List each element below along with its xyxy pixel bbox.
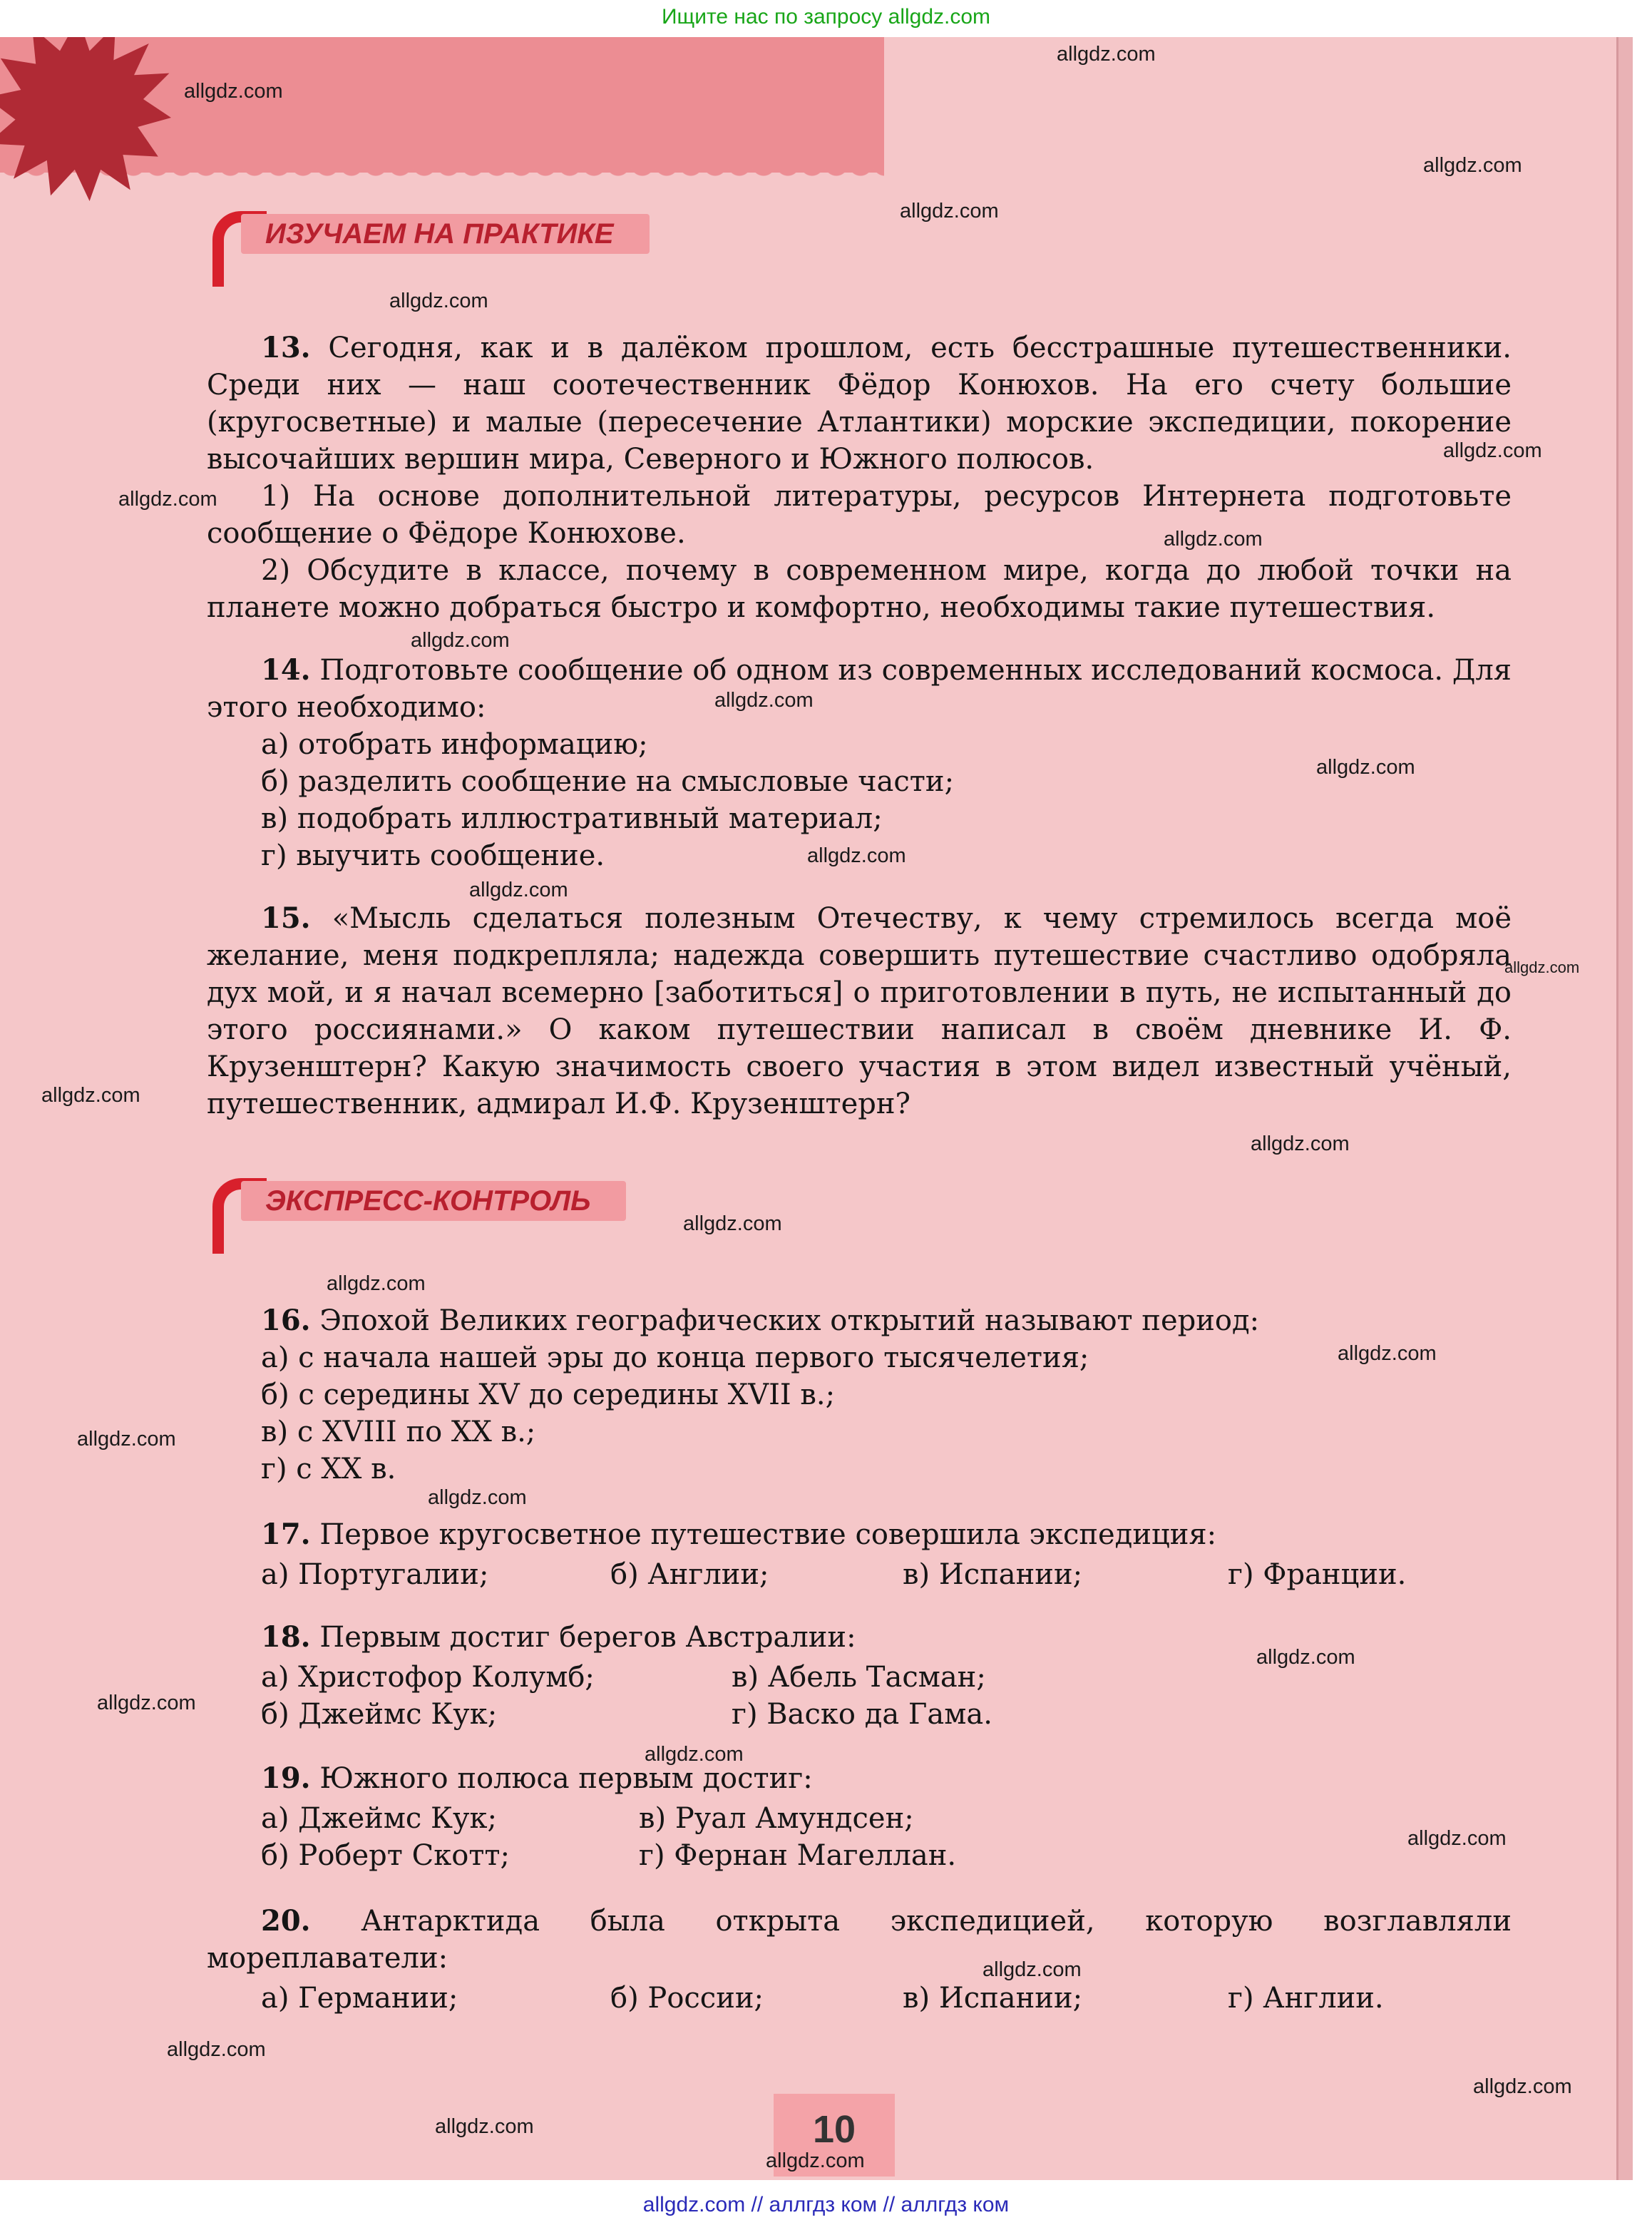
- task-18-number: 18.: [261, 1620, 311, 1654]
- task-19-option: г) Фернан Магеллан.: [639, 1839, 957, 1872]
- watermark: allgdz.com: [184, 80, 283, 103]
- watermark: allgdz.com: [428, 1486, 527, 1509]
- task-17-option: б) Англии;: [610, 1558, 769, 1591]
- task-16-option: а) с начала нашей эры до конца первого тысячелетия;: [261, 1341, 1089, 1374]
- practice-section-title: ИЗУЧАЕМ НА ПРАКТИКЕ: [241, 214, 650, 254]
- task-17-option: а) Португалии;: [261, 1558, 489, 1591]
- task-16-option: б) с середины XV до середины XVII в.;: [261, 1379, 836, 1411]
- task-17-option: г) Франции.: [1228, 1558, 1407, 1591]
- express-section-title: ЭКСПРЕСС-КОНТРОЛЬ: [241, 1181, 626, 1221]
- task-17: [207, 1516, 1512, 1553]
- task-14-item: а) отобрать информацию;: [261, 728, 648, 761]
- watermark: allgdz.com: [469, 879, 568, 901]
- task-16-option: г) с XX в.: [261, 1453, 396, 1485]
- express-section-header: [212, 1178, 712, 1221]
- task-20-option: в) Испании;: [903, 1982, 1083, 2015]
- task-13-sub1: 1) На основе дополнительной литературы, ресурсов Интернета подготовьте сообщение о Фёдоре Конюхове.: [207, 480, 1512, 550]
- watermark: allgdz.com: [1316, 756, 1415, 779]
- watermark: allgdz.com: [1338, 1342, 1437, 1365]
- watermark: allgdz.com: [77, 1428, 176, 1451]
- watermark: allgdz.com: [118, 488, 217, 511]
- task-14-number: 14.: [261, 653, 311, 687]
- starburst-icon: [0, 37, 171, 201]
- watermark: allgdz.com: [435, 2115, 534, 2138]
- task-20-text: Антарктида была открыта экспедицией, которую возглавляли мореплаватели:: [207, 1905, 1512, 1975]
- watermark: allgdz.com: [1251, 1132, 1350, 1155]
- watermark: allgdz.com: [167, 2038, 266, 2061]
- task-16-text: Эпохой Великих географических открытий называют период:: [319, 1304, 1260, 1337]
- task-19-text: Южного полюса первым достиг:: [319, 1762, 813, 1795]
- task-13-text: Сегодня, как и в далёком прошлом, есть бесстрашные путешественники. Среди них — наш соотечественник Фёдор Конюхов. На его счету большие (кругосветные) и малые (пересечение Атлантики) морские экспедиции, покорение высочайших вершин мира, Северного и Южного полюсов.: [207, 332, 1512, 476]
- task-14-item: г) выучить сообщение.: [261, 839, 605, 872]
- task-17-text: Первое кругосветное путешествие совершила экспедиция:: [319, 1518, 1217, 1551]
- task-20-option: б) России;: [610, 1982, 764, 2015]
- watermark: allgdz.com: [1407, 1827, 1507, 1850]
- watermark: allgdz.com: [1057, 43, 1156, 66]
- task-18-option: г) Васко да Гама.: [732, 1698, 992, 1731]
- page-edge: [1616, 37, 1633, 2180]
- task-15: [207, 900, 1512, 1122]
- task-19-option: а) Джеймс Кук;: [261, 1802, 498, 1835]
- watermark: allgdz.com: [97, 1692, 196, 1714]
- watermark: allgdz.com: [1423, 154, 1522, 177]
- task-16: [207, 1302, 1512, 1488]
- task-16-number: 16.: [261, 1304, 311, 1337]
- top-banner[interactable]: Ищите нас по запросу allgdz.com: [661, 5, 991, 29]
- task-18-option: в) Абель Тасман;: [732, 1661, 986, 1694]
- task-13-number: 13.: [261, 331, 311, 364]
- bottom-banner[interactable]: allgdz.com // аллгдз ком // аллгдз ком: [642, 2193, 1010, 2216]
- watermark: allgdz.com: [1443, 439, 1542, 462]
- watermark: allgdz.com: [807, 844, 906, 867]
- watermark: allgdz.com: [714, 689, 814, 712]
- watermark: allgdz.com: [645, 1743, 744, 1766]
- task-17-option: в) Испании;: [903, 1558, 1083, 1591]
- task-18-option: б) Джеймс Кук;: [261, 1698, 498, 1731]
- task-14-item: в) подобрать иллюстративный материал;: [261, 802, 883, 835]
- task-19: [207, 1760, 1512, 1797]
- watermark: allgdz.com: [1473, 2075, 1572, 2098]
- watermark: allgdz.com: [766, 2149, 865, 2172]
- watermark: allgdz.com: [411, 629, 510, 652]
- task-13: [207, 329, 1512, 626]
- task-14-item: б) разделить сообщение на смысловые части;: [261, 765, 955, 798]
- watermark: allgdz.com: [41, 1084, 140, 1107]
- task-15-text: «Мысль сделаться полезным Отечеству, к чему стремилось всегда моё желание, меня подкрепляла; надежда совершить путешествие счастливо одобряла дух мой, и я начал всемерно [заботиться] о приготовлении в путь, не испытанный до этого россиянами.» О каком путешествии написал в своём дневнике И. Ф. Крузенштерн? Какую значимость своего участия в этом видел известный учёный, путешественник, адмирал И.Ф. Крузенштерн?: [207, 902, 1512, 1120]
- watermark: allgdz.com: [327, 1272, 426, 1295]
- textbook-page: [0, 37, 1633, 2180]
- task-20-option: г) Англии.: [1228, 1982, 1384, 2015]
- watermark: allgdz.com: [683, 1212, 782, 1235]
- task-15-number: 15.: [261, 901, 311, 935]
- task-20-number: 20.: [261, 1904, 311, 1938]
- watermark: allgdz.com: [983, 1958, 1082, 1981]
- task-13-sub2: 2) Обсудите в классе, почему в современном мире, когда до любой точки на планете можно добраться быстро и комфортно, необходимы такие путешествия.: [207, 554, 1512, 624]
- practice-section-header: [212, 211, 712, 254]
- task-19-option: в) Руал Амундсен;: [639, 1802, 914, 1835]
- watermark: allgdz.com: [1256, 1646, 1355, 1669]
- task-18-option: а) Христофор Колумб;: [261, 1661, 595, 1694]
- task-20: [207, 1903, 1512, 1977]
- task-18-text: Первым достиг берегов Австралии:: [319, 1621, 856, 1654]
- watermark: allgdz.com: [389, 290, 488, 312]
- task-17-number: 17.: [261, 1518, 311, 1551]
- task-20-option: а) Германии;: [261, 1982, 458, 2015]
- watermark: allgdz.com: [1164, 528, 1263, 551]
- watermark: allgdz.com: [900, 200, 999, 222]
- watermark: allgdz.com: [1504, 958, 1580, 976]
- task-14-text: Подготовьте сообщение об одном из современных исследований космоса. Для этого необходимо:: [207, 654, 1512, 724]
- task-19-number: 19.: [261, 1761, 311, 1795]
- task-19-option: б) Роберт Скотт;: [261, 1839, 511, 1872]
- task-16-option: в) с XVIII по XX в.;: [261, 1416, 536, 1448]
- page-number: 10: [774, 2094, 895, 2177]
